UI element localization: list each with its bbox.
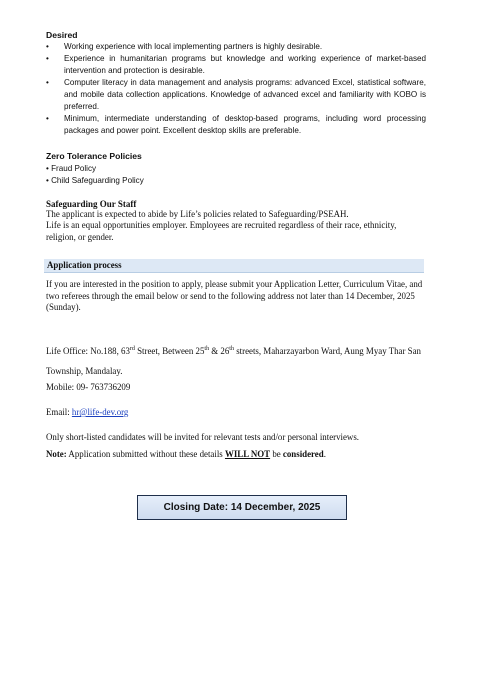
email-line: Email: hr@life-dev.org [46,407,129,417]
list-item: • Child Safeguarding Policy [46,176,144,185]
safeguarding-heading: Safeguarding Our Staff [46,199,137,209]
safeguarding-line-2: Life is an equal opportunities employer. Employees are recruited regardless of their race, ethnicity, religion, or gender. [46,220,397,242]
desired-list [46,41,426,137]
list-item: • Experience in humanitarian programs but knowledge and working experience of market-based intervention and protection is desirable. [46,54,426,75]
application-heading: Application process [47,260,122,270]
list-item: • Working experience with local implementing partners is highly desirable. [46,42,323,51]
email-link[interactable]: hr@life-dev.org [71,407,129,417]
note-line: Note: Application submitted without these details WILL NOT be considered. [46,449,326,459]
list-item: • Fraud Policy [46,164,97,173]
application-heading-bar [44,259,424,273]
safeguarding-line-1: The applicant is expected to abide by Life’s policies related to Safeguarding/PSEAH. [46,209,349,219]
zero-tolerance-heading: Zero Tolerance Policies [46,151,142,161]
list-item: • Computer literacy in data management and analysis programs: advanced Excel, statistical software, and mobile data collection applications. Knowledge of advanced excel and familiarity with KOBO is preferred. [46,78,426,111]
closing-date-box: Closing Date: 14 December, 2025 [137,495,347,520]
application-intro: If you are interested in the position to apply, please submit your Application Letter, Curriculum Vitae, and two referees through the email below or send to the following address not later than 14 December, 2025 (Sunday). [46,279,423,313]
office-address: Life Office: No.188, 63rd Street, Between 25th & 26th streets, Maharzayarbon Ward, Aung Myay Thar San Township, Mandalay. [46,345,421,376]
list-item: • Minimum, intermediate understanding of desktop-based programs, including word processing packages and power point. Excellent desktop skills are preferable. [46,114,426,135]
zero-tolerance-list [46,163,144,187]
desired-heading: Desired [46,30,78,40]
shortlist-notice: Only short-listed candidates will be invited for relevant tests and/or personal interviews. [46,432,360,442]
mobile-number: Mobile: 09- 763736209 [46,382,131,392]
